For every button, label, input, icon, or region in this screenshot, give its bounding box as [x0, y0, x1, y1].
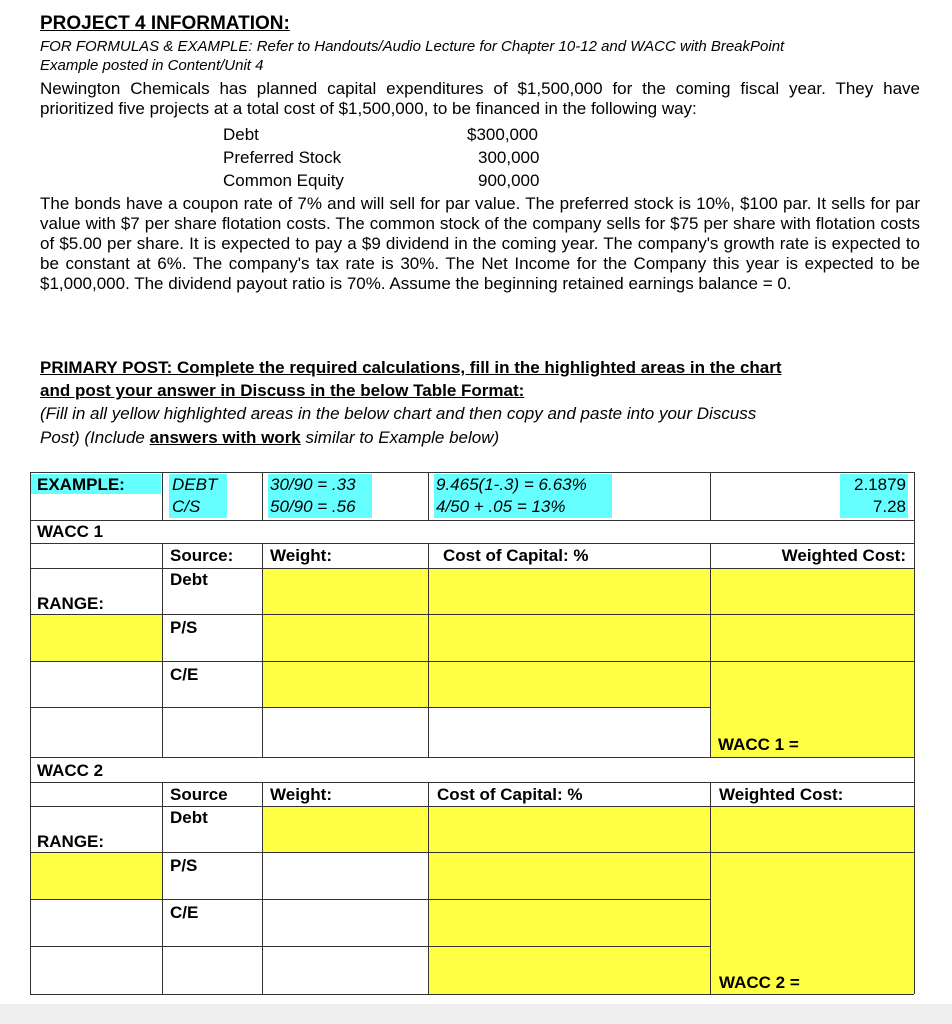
example-cost-debt: 9.465(1-.3) = 6.63%	[436, 475, 587, 494]
wacc1-row-debt: Debt	[170, 570, 208, 589]
table-border	[30, 994, 914, 995]
wacc1-row-ce: C/E	[170, 665, 199, 684]
table-border	[428, 472, 429, 520]
wacc1-range-label: RANGE:	[37, 594, 105, 613]
wacc2-header-weighted: Weighted Cost:	[719, 785, 844, 804]
wacc2-range-input[interactable]	[30, 852, 162, 899]
wacc2-row-debt: Debt	[170, 808, 208, 827]
table-border	[30, 899, 710, 900]
wacc1-header-source: Source:	[170, 546, 234, 565]
wacc2-debt-input-row[interactable]	[262, 806, 915, 852]
viewer-bottom-edge	[0, 1004, 952, 1024]
table-border	[262, 472, 263, 520]
instructions-line-2: Post) (Include answers with work similar to Example below)	[40, 428, 500, 447]
wacc1-yellow-input-area[interactable]	[262, 568, 915, 707]
wacc1-total-label: WACC 1 =	[718, 735, 799, 754]
example-weight-cs: 50/90 = .56	[270, 497, 356, 516]
example-cost-cs: 4/50 + .05 = 13%	[436, 497, 566, 516]
table-border	[914, 472, 915, 994]
table-border	[162, 543, 163, 757]
financing-label-preferred: Preferred Stock	[223, 148, 342, 167]
table-border	[30, 757, 914, 758]
intro-paragraph: Newington Chemicals has planned capital expenditures of $1,500,000 for the coming fiscal year. They have prioritized five projects at a total cost of $1,500,000, to be financed in the following way:	[40, 79, 920, 118]
details-paragraph: The bonds have a coupon rate of 7% and will sell for par value. The preferred stock is 10%, $100 par. It sells for par value with $7 per share flotation costs. The common stock of the company sells for $75 per share with flotation costs of $5.00 per share. It is expected to pay a $9 dividend in the coming year. The company's growth rate is expected to be constant at 6%. The company's tax rate is 30%. The Net Income for the Company this year is expected to be $1,000,000. The dividend payout ratio is 70%. Assume the beginning retained earnings balance = 0.	[40, 194, 920, 293]
table-border	[262, 782, 263, 994]
page-heading: PROJECT 4 INFORMATION:	[40, 13, 290, 34]
table-border	[428, 782, 429, 994]
table-border	[30, 946, 710, 947]
wacc2-header-source: Source	[170, 785, 228, 804]
primary-post-line-2: and post your answer in Discuss in the below Table Format:	[40, 381, 525, 400]
table-border	[30, 472, 31, 994]
wacc2-row-ps: P/S	[170, 856, 198, 875]
table-border	[162, 472, 163, 520]
example-weighted-cs: 7.28	[872, 497, 906, 516]
wacc2-row-ce: C/E	[170, 903, 199, 922]
formula-reference-line-1: FOR FORMULAS & EXAMPLE: Refer to Handouts/Audio Lecture for Chapter 10-12 and WACC with BreakPoint	[40, 38, 785, 55]
answers-with-work-emphasis: answers with work	[149, 428, 301, 447]
table-border	[262, 543, 263, 757]
wacc2-header-weight: Weight:	[270, 785, 333, 804]
table-border	[30, 707, 710, 708]
table-border	[162, 782, 163, 994]
financing-amount-common: 900,000	[478, 171, 540, 190]
table-border	[30, 520, 914, 521]
financing-label-debt: Debt	[223, 125, 259, 144]
table-border	[428, 543, 429, 757]
example-label: EXAMPLE:	[37, 475, 125, 494]
example-weight-debt: 30/90 = .33	[270, 475, 356, 494]
table-border	[710, 543, 711, 757]
wacc1-range-input[interactable]	[30, 615, 162, 661]
financing-amount-debt: $300,000	[467, 125, 538, 144]
financing-amount-preferred: 300,000	[478, 148, 540, 167]
instructions-line-1: (Fill in all yellow highlighted areas in the below chart and then copy and paste into your Discuss	[40, 404, 757, 423]
example-source-cs: C/S	[172, 497, 201, 516]
wacc1-header-weight: Weight:	[270, 546, 333, 565]
wacc1-row-ps: P/S	[170, 618, 198, 637]
table-border	[710, 472, 711, 520]
wacc2-total-label: WACC 2 =	[719, 973, 800, 992]
wacc1-header-weighted: Weighted Cost:	[781, 546, 906, 565]
wacc2-range-label: RANGE:	[37, 832, 105, 851]
wacc2-label: WACC 2	[37, 761, 104, 780]
wacc2-header-cost: Cost of Capital: %	[437, 785, 583, 804]
table-border	[710, 782, 711, 994]
primary-post-line-1: PRIMARY POST: Complete the required calculations, fill in the highlighted areas in the chart	[40, 358, 782, 377]
financing-label-common: Common Equity	[223, 171, 344, 190]
formula-reference-line-2: Example posted in Content/Unit 4	[40, 57, 264, 74]
example-source-debt: DEBT	[172, 475, 218, 494]
wacc1-label: WACC 1	[37, 522, 104, 541]
example-weighted-debt: 2.1879	[854, 475, 906, 494]
wacc1-header-cost: Cost of Capital: %	[443, 546, 589, 565]
